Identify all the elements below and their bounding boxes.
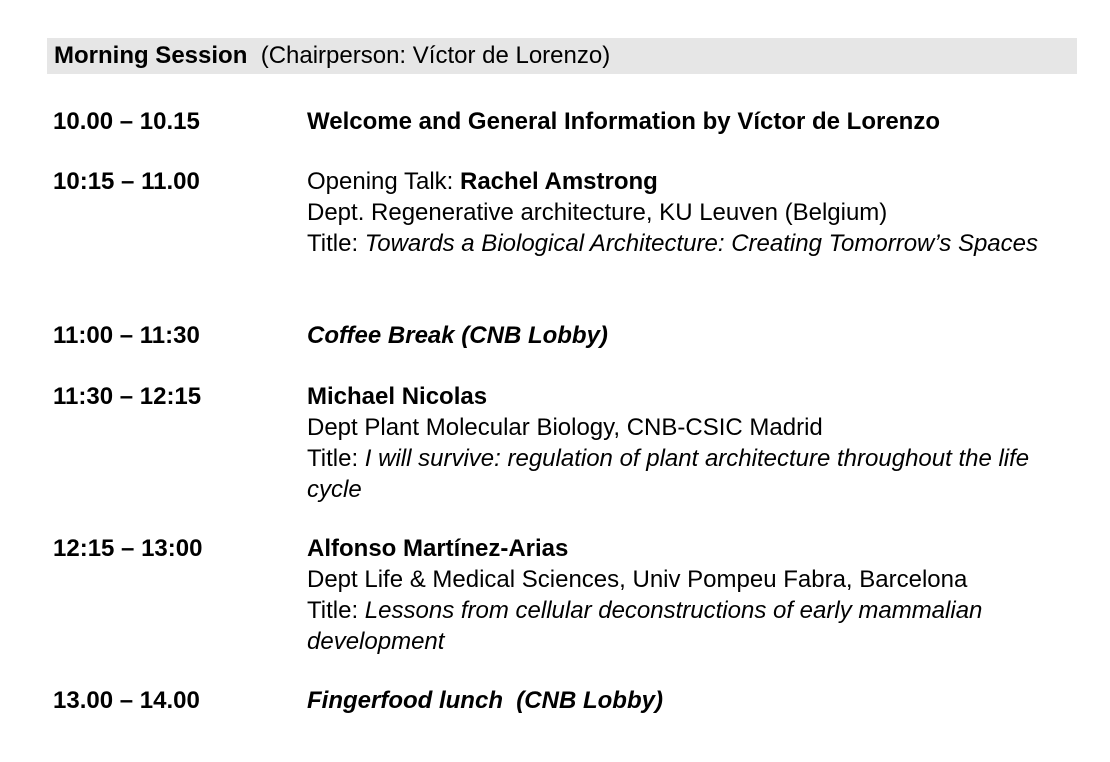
schedule-time: 13.00 – 14.00 xyxy=(53,687,200,714)
speaker-line xyxy=(307,166,1087,197)
talk-title-line xyxy=(307,228,1047,259)
schedule-title: Fingerfood lunch (CNB Lobby) xyxy=(307,687,663,714)
schedule-details xyxy=(307,320,1087,351)
speaker-affiliation: Dept. Regenerative architecture, KU Leuven (Belgium) xyxy=(307,199,888,226)
schedule-time: 11:30 – 12:15 xyxy=(53,383,202,410)
schedule-time: 12:15 – 13:00 xyxy=(53,535,203,562)
talk-type-label: Opening Talk: xyxy=(307,168,460,195)
schedule-time: 10:15 – 11.00 xyxy=(53,168,200,195)
schedule-time: 10.00 – 10.15 xyxy=(53,108,200,135)
talk-title-line xyxy=(307,443,1087,505)
session-name: Morning Session xyxy=(54,42,248,69)
speaker-name: Rachel Amstrong xyxy=(460,168,658,195)
schedule-details xyxy=(307,166,1087,259)
speaker-name: Alfonso Martínez-Arias xyxy=(307,535,569,562)
talk-title-label: Title: xyxy=(307,445,365,472)
talk-title: Lessons from cellular deconstructions of early mammalian development xyxy=(307,597,983,655)
talk-title: I will survive: regulation of plant architecture throughout the life cycle xyxy=(307,445,1030,503)
speaker-affiliation: Dept Life & Medical Sciences, Univ Pompeu Fabra, Barcelona xyxy=(307,566,968,593)
speaker-name: Michael Nicolas xyxy=(307,383,488,410)
session-header xyxy=(47,38,1077,74)
talk-title: Towards a Biological Architecture: Creating Tomorrow’s Spaces xyxy=(364,230,1039,257)
speaker-affiliation: Dept Plant Molecular Biology, CNB-CSIC Madrid xyxy=(307,414,823,441)
talk-title-label: Title: xyxy=(307,597,365,624)
schedule-title: Coffee Break (CNB Lobby) xyxy=(307,322,608,349)
session-chairperson: (Chairperson: Víctor de Lorenzo) xyxy=(260,42,611,69)
schedule-details xyxy=(307,381,1087,505)
session-header-text xyxy=(54,40,610,71)
schedule-title: Welcome and General Information by Víctor de Lorenzo xyxy=(307,108,940,135)
schedule-details xyxy=(307,106,1087,137)
talk-title-line xyxy=(307,595,1067,657)
talk-title-label: Title: xyxy=(307,230,365,257)
schedule-details xyxy=(307,533,1087,657)
schedule-time: 11:00 – 11:30 xyxy=(53,322,200,349)
schedule-details xyxy=(307,685,1087,716)
